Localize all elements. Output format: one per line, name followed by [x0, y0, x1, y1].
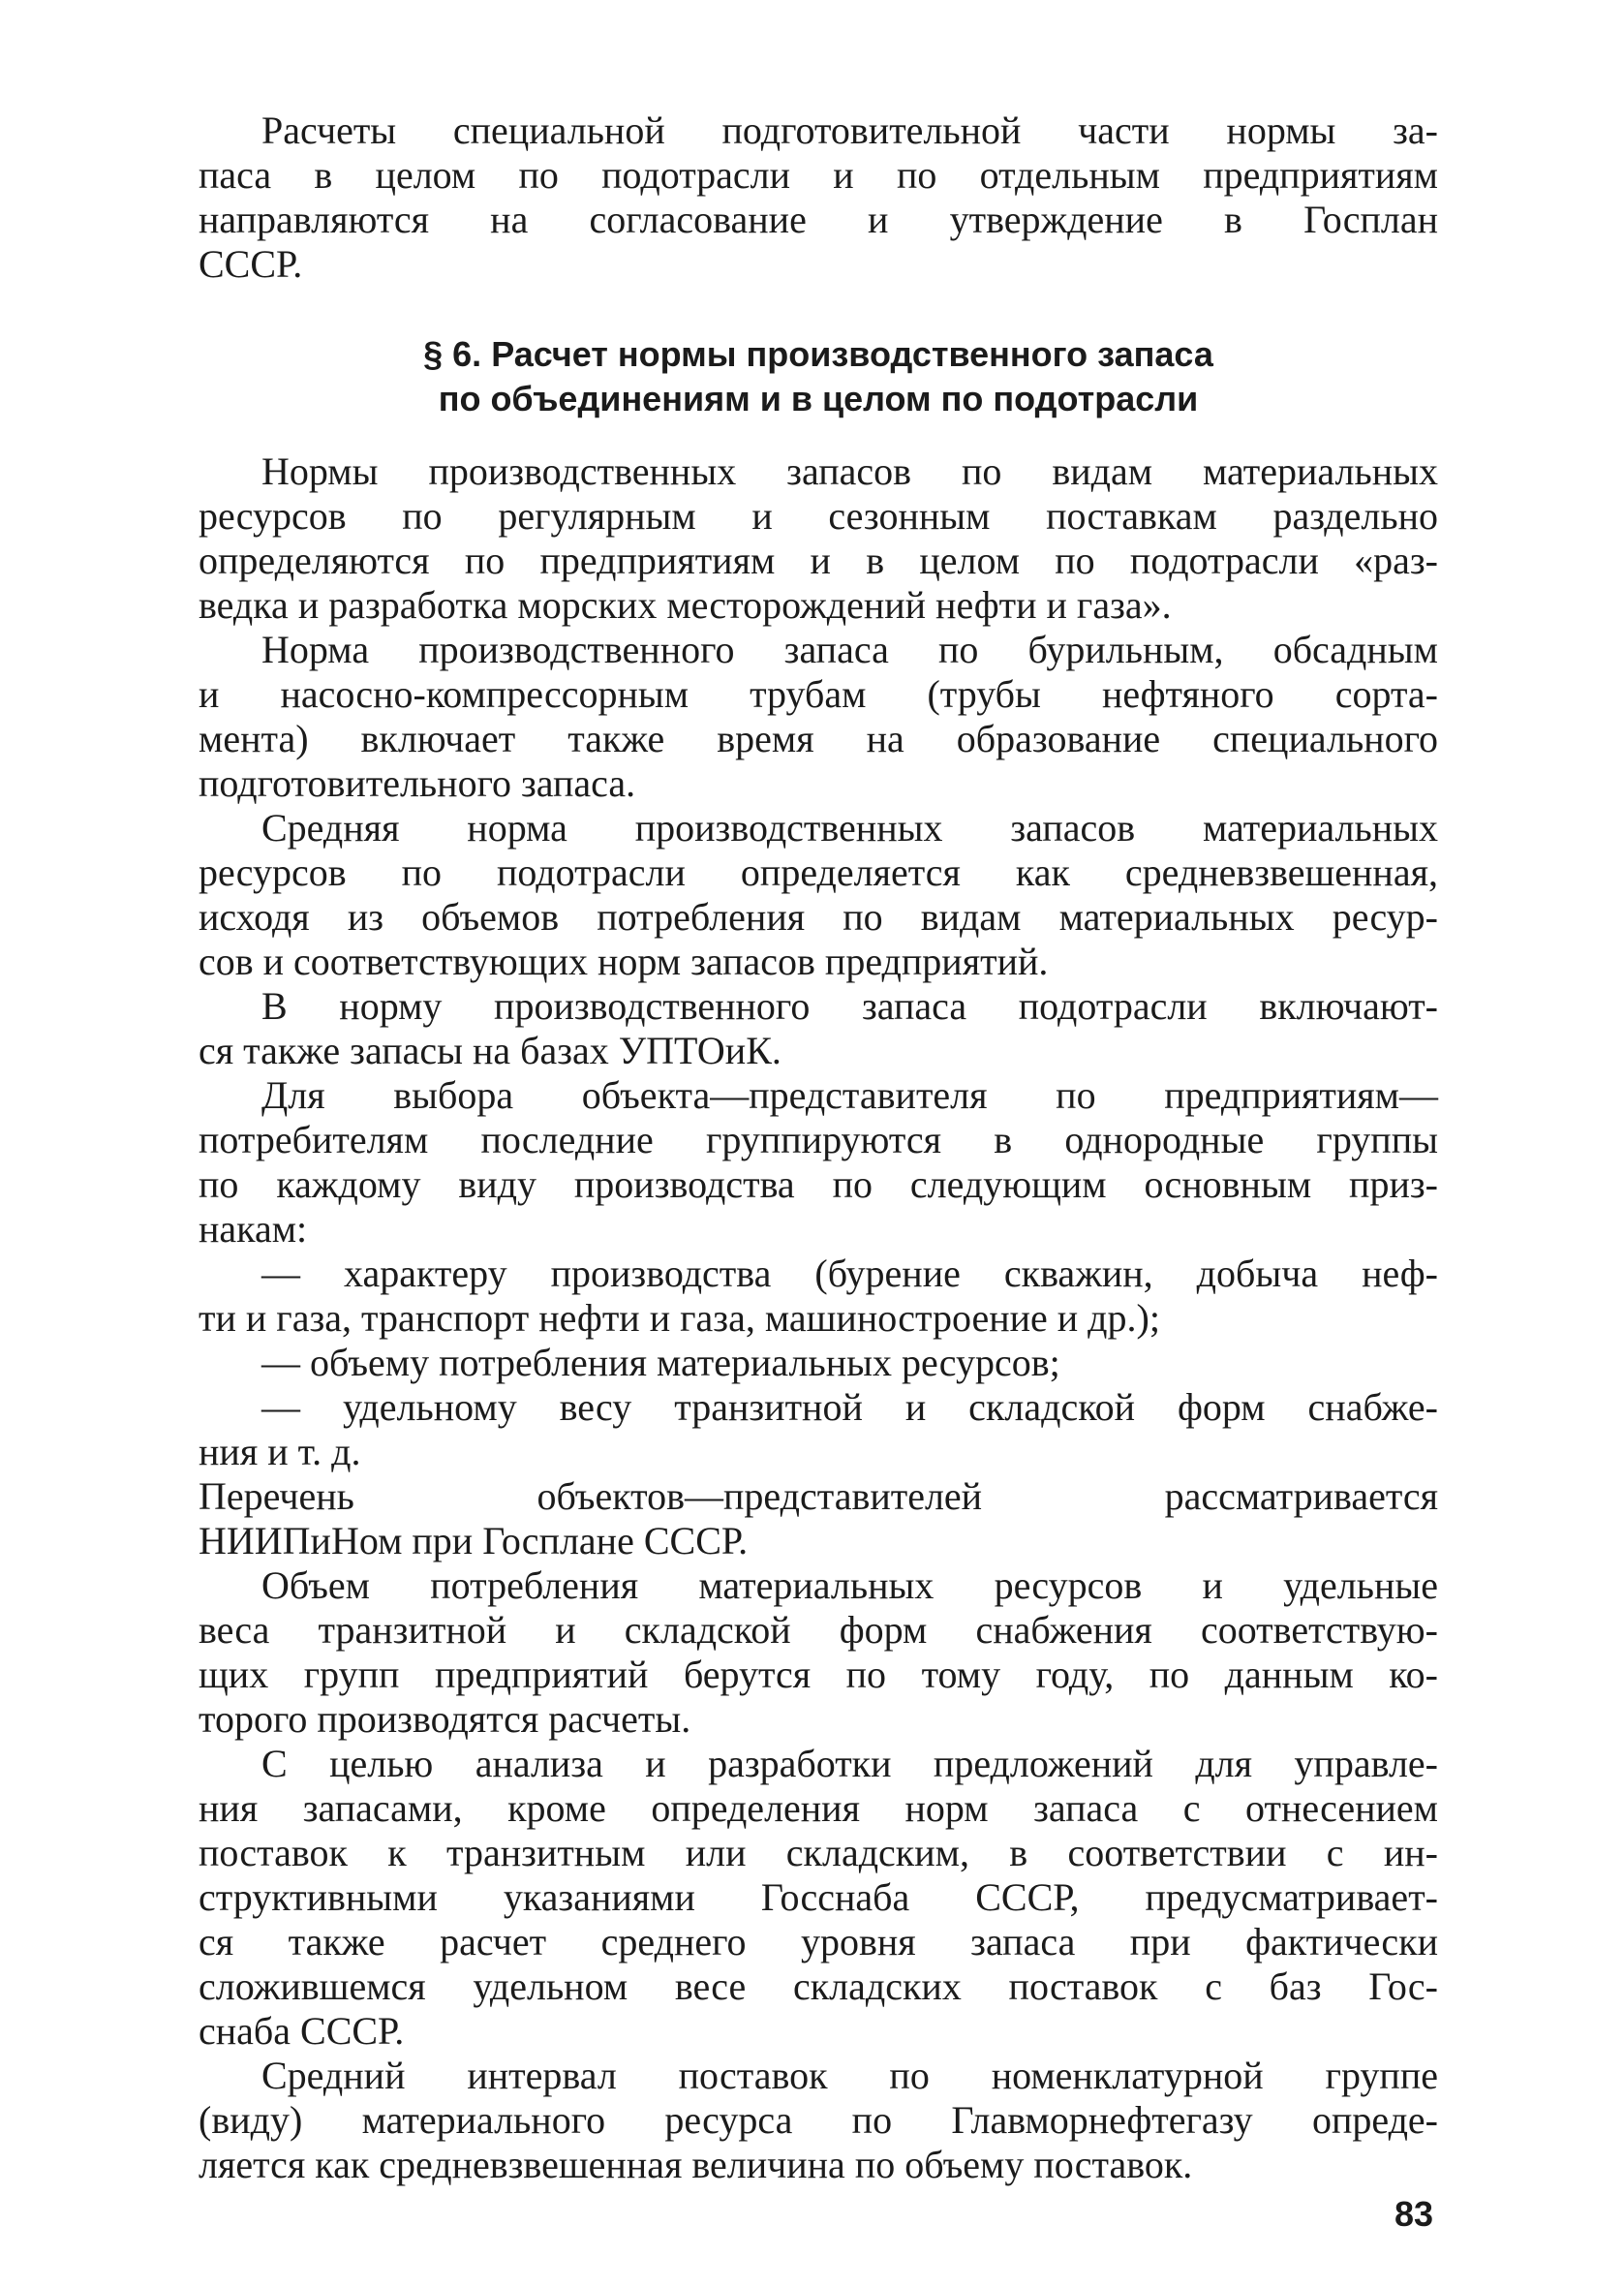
text-line: и насосно-компрессорным трубам (трубы нефтяного сорта-	[199, 672, 1438, 716]
list-item-line: — удельному весу транзитной и складской форм снабже-	[261, 1385, 1438, 1429]
text-line: направляются на согласование и утверждение в Госплан	[199, 198, 1438, 241]
text-line: ляется как средневзвешенная величина по объему поставок.	[199, 2143, 1193, 2186]
text-line: ся также запасы на базах УПТОиК.	[199, 1029, 781, 1072]
text-line: С целью анализа и разработки предложений для управле-	[261, 1742, 1438, 1785]
section-heading-line-2: по объединениям и в целом по подотрасли	[438, 379, 1199, 418]
text-line: потребителям последние группируются в однородные группы	[199, 1118, 1438, 1161]
text-line: по каждому виду производства по следующим основным приз-	[199, 1162, 1438, 1206]
text-line: Средний интервал поставок по номенклатурной группе	[261, 2054, 1438, 2097]
text-line: снаба СССР.	[199, 2009, 405, 2053]
list-item-line: ти и газа, транспорт нефти и газа, машиностроение и др.);	[199, 1296, 1160, 1340]
text-line: Для выбора объекта—представителя по предприятиям—	[261, 1073, 1438, 1117]
text-line: поставок к транзитным или складским, в соответствии с ин-	[199, 1831, 1438, 1874]
text-line: ведка и разработка морских месторождений нефти и газа».	[199, 583, 1172, 627]
text-line: Объем потребления материальных ресурсов и удельные	[261, 1563, 1438, 1607]
text-line: торого производятся расчеты.	[199, 1697, 691, 1741]
text-line: ния запасами, кроме определения норм запаса с отнесением	[199, 1786, 1438, 1830]
text-line: структивными указаниями Госснаба СССР, предусматривает-	[199, 1875, 1438, 1919]
text-line: сложившемся удельном весе складских поставок с баз Гос-	[199, 1964, 1438, 2008]
section-heading-line-1: § 6. Расчет нормы производственного запаса	[423, 334, 1213, 374]
text-line: щих групп предприятий берутся по тому году, по данным ко-	[199, 1653, 1438, 1696]
text-line: В норму производственного запаса подотрасли включают-	[261, 984, 1438, 1028]
text-line: НИИПиНом при Госплане СССР.	[199, 1519, 749, 1562]
text-line: накам:	[199, 1207, 308, 1251]
text-line: ресурсов по подотрасли определяется как средневзвешенная,	[199, 850, 1438, 894]
text-line: подготовительного запаса.	[199, 761, 636, 805]
text-line: паса в целом по подотрасли и по отдельным предприятиям	[199, 153, 1438, 197]
text-line: (виду) материального ресурса по Главморнефтегазу опреде-	[199, 2098, 1438, 2142]
list-item-line: — объему потребления материальных ресурсов;	[261, 1341, 1060, 1384]
text-line: Норма производственного запаса по бурильным, обсадным	[261, 628, 1438, 671]
list-item-line: — характеру производства (бурение скважин, добыча неф-	[261, 1252, 1438, 1295]
list-item-line: ния и т. д.	[199, 1430, 361, 1473]
text-line: Средняя норма производственных запасов материальных	[261, 806, 1438, 850]
text-line: исходя из объемов потребления по видам материальных ресур-	[199, 895, 1438, 939]
text-line: Перечень объектов—представителей рассматривается	[199, 1474, 1438, 1518]
text-line: Расчеты специальной подготовительной части нормы за-	[261, 108, 1438, 152]
page-number: 83	[1394, 2194, 1433, 2234]
text-line: СССР.	[199, 242, 303, 286]
text-line: мента) включает также время на образование специального	[199, 717, 1438, 760]
text-line: ся также расчет среднего уровня запаса при фактически	[199, 1920, 1438, 1963]
text-line: определяются по предприятиям и в целом по подотрасли «раз-	[199, 539, 1438, 582]
text-line: сов и соответствующих норм запасов предприятий.	[199, 940, 1049, 983]
text-line: ресурсов по регулярным и сезонным поставкам раздельно	[199, 494, 1438, 538]
text-line: Нормы производственных запасов по видам материальных	[261, 449, 1438, 493]
text-line: веса транзитной и складской форм снабжения соответствую-	[199, 1608, 1438, 1652]
